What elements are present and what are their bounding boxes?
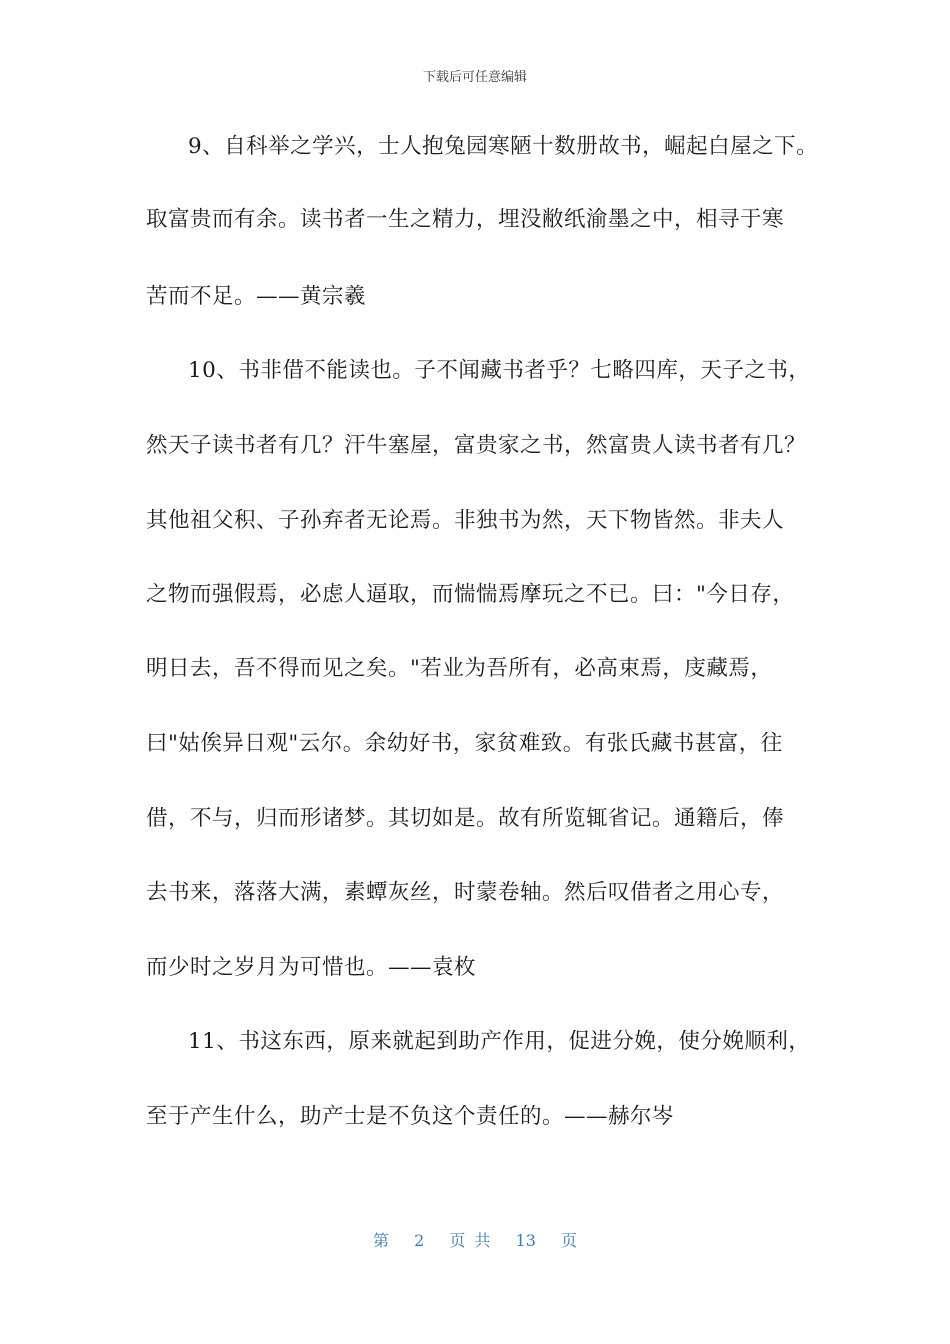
page-middle: 页 共	[449, 1231, 491, 1250]
text-line: 11、书这东西，原来就起到助产作用，促进分娩，使分娩顺利，	[188, 1029, 811, 1054]
page-header: 下载后可任意编辑	[422, 70, 527, 85]
text-line: 苦而不足。——黄宗羲	[146, 284, 367, 309]
text-line: 然天子读书者有几？汗牛塞屋，富贵家之书，然富贵人读书者有几？	[146, 433, 807, 458]
text-line: 取富贵而有余。读书者一生之精力，埋没敝纸渝墨之中，相寻于寒	[146, 207, 785, 232]
text-line: 去书来，落落大满，素蟫灰丝，时蒙卷轴。然后叹借者之用心专，	[146, 880, 785, 905]
page-footer	[0, 1228, 950, 1251]
text-line: 明日去，吾不得而见之矣。"若业为吾所有，必高束焉，庋藏焉，	[146, 656, 773, 681]
text-line: 10、书非借不能读也。子不闻藏书者乎？七略四库，天子之书，	[188, 358, 811, 383]
page-number: 2	[414, 1231, 425, 1250]
total-pages: 13	[515, 1231, 536, 1250]
text-line: 而少时之岁月为可惜也。——袁枚	[146, 955, 477, 980]
text-line: 其他祖父积、子孙弃者无论焉。非独书为然，天下物皆然。非夫人	[146, 508, 785, 533]
page-suffix: 页	[561, 1231, 578, 1250]
text-line: 9、自科举之学兴，士人抱兔园寒陋十数册故书，崛起白屋之下。	[188, 134, 819, 159]
text-line: 至于产生什么，助产士是不负这个责任的。——赫尔岑	[146, 1104, 675, 1129]
page-prefix: 第	[372, 1231, 389, 1250]
text-line: 之物而强假焉，必虑人逼取，而惴惴焉摩玩之不已。曰："今日存，	[146, 582, 795, 607]
text-line: 曰"姑俟异日观"云尔。余幼好书，家贫难致。有张氏藏书甚富，往	[146, 731, 783, 756]
text-line: 借，不与，归而形诸梦。其切如是。故有所览辄省记。通籍后，俸	[146, 806, 785, 831]
